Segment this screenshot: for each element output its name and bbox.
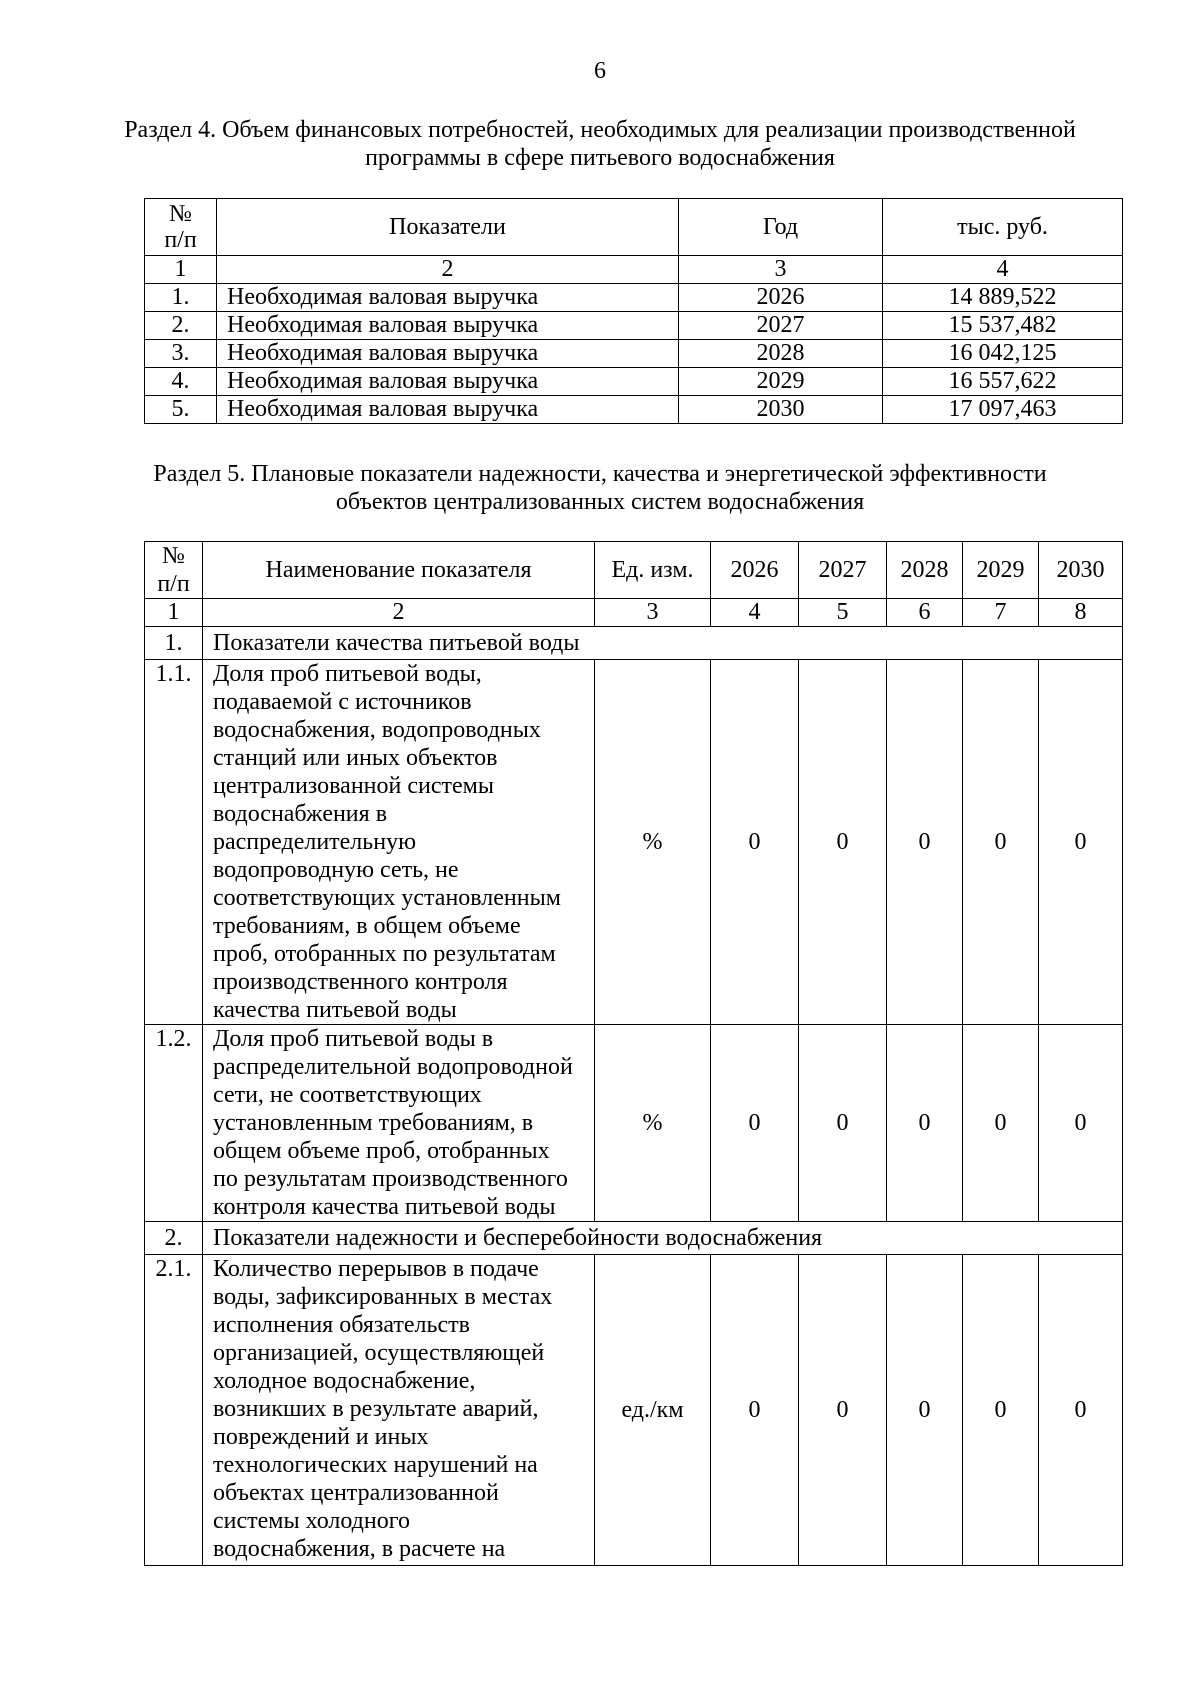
num-header-line: п/п: [157, 571, 190, 597]
table-row: [145, 1255, 1123, 1566]
row-unit: ед./км: [595, 1255, 711, 1566]
column-number: 7: [963, 599, 1039, 627]
row-indicator-name: [203, 660, 595, 1025]
name-line: контроля качества питьевой воды: [213, 1194, 556, 1220]
unit-header: Ед. изм.: [595, 542, 711, 599]
year-header: 2028: [887, 542, 963, 599]
year-header: Год: [679, 199, 883, 256]
name-header: Наименование показателя: [203, 542, 595, 599]
indicator-header: Показатели: [217, 199, 679, 256]
group-title: Показатели надежности и бесперебойности водоснабжения: [203, 1222, 1123, 1255]
financial-needs-table: [144, 198, 1123, 424]
column-number: 1: [145, 256, 217, 284]
row-year: 2028: [679, 340, 883, 368]
row-value: 0: [963, 1025, 1039, 1222]
name-line: водоснабжения, водопроводных: [213, 717, 541, 743]
num-header-line: №: [169, 201, 192, 227]
year-header: 2026: [711, 542, 799, 599]
column-number: 3: [595, 599, 711, 627]
column-number: 6: [887, 599, 963, 627]
section-4-title-line: Раздел 4. Объем финансовых потребностей, необходимых для реализации производственной: [124, 117, 1076, 143]
name-line: Количество перерывов в подаче: [213, 1256, 539, 1282]
row-year: 2029: [679, 368, 883, 396]
row-indicator: Необходимая валовая выручка: [217, 284, 679, 312]
row-indicator: Необходимая валовая выручка: [217, 340, 679, 368]
row-value: 0: [887, 660, 963, 1025]
name-line: Доля проб питьевой воды,: [213, 661, 482, 687]
name-line: водоснабжения в: [213, 801, 388, 827]
column-number: 4: [883, 256, 1123, 284]
name-line: водопроводную сеть, не: [213, 857, 459, 883]
table-row: [145, 340, 1123, 368]
amount-header: тыс. руб.: [883, 199, 1123, 256]
column-number-row: [145, 256, 1123, 284]
row-number: 2.1.: [145, 1255, 203, 1566]
row-value: 0: [711, 1025, 799, 1222]
row-year: 2027: [679, 312, 883, 340]
row-number: 1.2.: [145, 1025, 203, 1222]
name-line: распределительную: [213, 829, 417, 855]
name-line: требованиям, в общем объеме: [213, 913, 521, 939]
name-line: объектах централизованной: [213, 1480, 499, 1506]
row-value: 0: [1039, 1025, 1123, 1222]
row-indicator: Необходимая валовая выручка: [217, 312, 679, 340]
row-value: 0: [799, 1255, 887, 1566]
row-value: 0: [963, 660, 1039, 1025]
column-number: 5: [799, 599, 887, 627]
name-line: сети, не соответствующих: [213, 1082, 482, 1108]
name-line: подаваемой с источников: [213, 689, 472, 715]
column-number: 4: [711, 599, 799, 627]
group-number: 2.: [145, 1222, 203, 1255]
planned-indicators-table: [144, 541, 1123, 1566]
name-line: по результатам производственного: [213, 1166, 568, 1192]
year-header: 2030: [1039, 542, 1123, 599]
column-number: 8: [1039, 599, 1123, 627]
group-title: Показатели качества питьевой воды: [203, 627, 1123, 660]
column-number: 1: [145, 599, 203, 627]
row-number: 1.: [145, 284, 217, 312]
row-year: 2030: [679, 396, 883, 424]
num-header-line: №: [162, 543, 185, 569]
column-number: 2: [217, 256, 679, 284]
row-amount: 15 537,482: [883, 312, 1123, 340]
name-line: Доля проб питьевой воды в: [213, 1026, 494, 1052]
table-row: [145, 368, 1123, 396]
name-line: системы холодного: [213, 1508, 410, 1534]
column-number: 3: [679, 256, 883, 284]
name-line: централизованной системы: [213, 773, 494, 799]
page-number: 6: [594, 58, 606, 84]
row-number: 5.: [145, 396, 217, 424]
row-value: 0: [711, 1255, 799, 1566]
section-4-title: [0, 116, 1200, 172]
name-line: общем объеме проб, отобранных: [213, 1138, 550, 1164]
column-number-row: [145, 599, 1123, 627]
name-line: возникших в результате аварий,: [213, 1396, 539, 1422]
name-line: водоснабжения, в расчете на: [213, 1536, 506, 1562]
row-unit: %: [595, 660, 711, 1025]
year-header: 2027: [799, 542, 887, 599]
row-indicator: Необходимая валовая выручка: [217, 396, 679, 424]
table-row: [145, 284, 1123, 312]
section-5-title: [0, 460, 1200, 516]
group-number: 1.: [145, 627, 203, 660]
section-4-title-line: программы в сфере питьевого водоснабжения: [365, 145, 835, 171]
group-row: [145, 1222, 1123, 1255]
name-line: организацией, осуществляющей: [213, 1340, 545, 1366]
row-value: 0: [887, 1025, 963, 1222]
row-number: 3.: [145, 340, 217, 368]
num-header: [145, 199, 217, 256]
row-value: 0: [711, 660, 799, 1025]
name-line: соответствующих установленным: [213, 885, 561, 911]
name-line: проб, отобранных по результатам: [213, 941, 556, 967]
row-amount: 16 557,622: [883, 368, 1123, 396]
year-header: 2029: [963, 542, 1039, 599]
table-row: [145, 396, 1123, 424]
row-value: 0: [799, 1025, 887, 1222]
table-row: [145, 312, 1123, 340]
column-number: 2: [203, 599, 595, 627]
row-unit: %: [595, 1025, 711, 1222]
name-line: производственного контроля: [213, 969, 508, 995]
row-amount: 14 889,522: [883, 284, 1123, 312]
row-number: 2.: [145, 312, 217, 340]
group-row: [145, 627, 1123, 660]
row-indicator-name: [203, 1025, 595, 1222]
table-header-row: [145, 199, 1123, 256]
name-line: распределительной водопроводной: [213, 1054, 573, 1080]
num-header-line: п/п: [164, 227, 197, 253]
row-indicator: Необходимая валовая выручка: [217, 368, 679, 396]
name-line: повреждений и иных: [213, 1424, 429, 1450]
row-amount: 16 042,125: [883, 340, 1123, 368]
row-number: 4.: [145, 368, 217, 396]
section-5-title-line: объектов централизованных систем водоснабжения: [335, 489, 865, 515]
name-line: станций или иных объектов: [213, 745, 498, 771]
num-header: [145, 542, 203, 599]
name-line: качества питьевой воды: [213, 997, 457, 1023]
table-row: [145, 660, 1123, 1025]
name-line: воды, зафиксированных в местах: [213, 1284, 553, 1310]
table-header-row: [145, 542, 1123, 599]
row-indicator-name: [203, 1255, 595, 1566]
name-line: холодное водоснабжение,: [213, 1368, 476, 1394]
name-line: установленным требованиям, в: [213, 1110, 534, 1136]
row-value: 0: [963, 1255, 1039, 1566]
name-line: технологических нарушений на: [213, 1452, 538, 1478]
section-5-title-line: Раздел 5. Плановые показатели надежности, качества и энергетической эффективности: [153, 461, 1047, 487]
row-value: 0: [1039, 660, 1123, 1025]
row-value: 0: [799, 660, 887, 1025]
row-year: 2026: [679, 284, 883, 312]
table-row: [145, 1025, 1123, 1222]
row-amount: 17 097,463: [883, 396, 1123, 424]
name-line: исполнения обязательств: [213, 1312, 470, 1338]
row-value: 0: [887, 1255, 963, 1566]
row-number: 1.1.: [145, 660, 203, 1025]
row-value: 0: [1039, 1255, 1123, 1566]
